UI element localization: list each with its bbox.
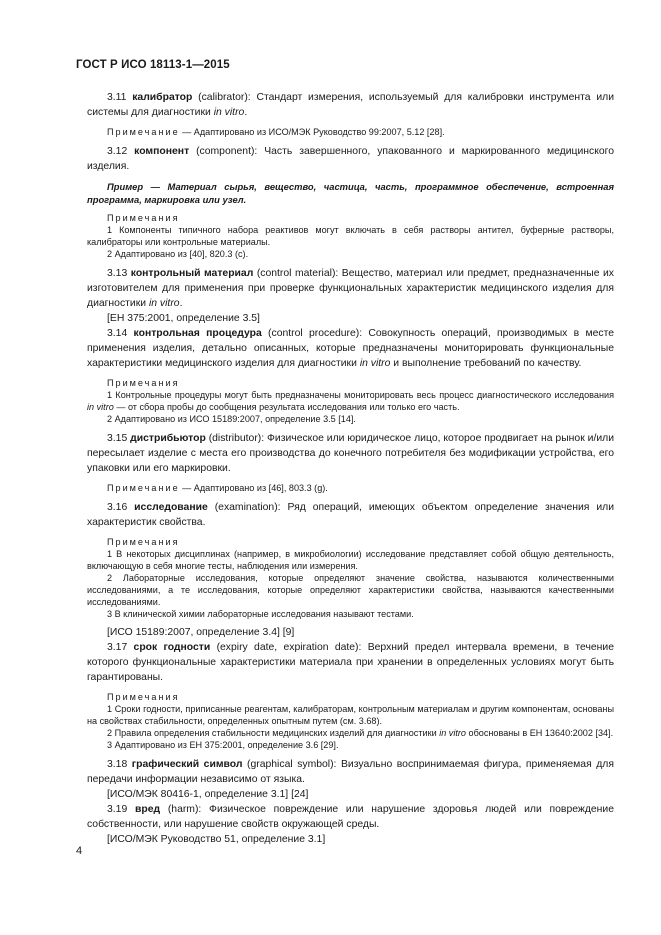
reference-3-16: [ИСО 15189:2007, определение 3.4] [9] xyxy=(107,627,295,638)
note-item: 1 Сроки годности, приписанные реагентам, калибраторам, контрольным материалам и другим компонентам, основаны на свойствах стабильности, определенных опытным путем (см. 3.68). xyxy=(87,704,614,726)
term-3-16: 3.16 исследование (examination): Ряд операций, имеющих объектом определение значения или характеристик свойства. xyxy=(87,502,614,528)
term-3-12: 3.12 компонент (component): Часть завершенного, упакованного и маркированного медицинского изделия. xyxy=(87,146,615,172)
term-title: исследование xyxy=(134,502,208,513)
term-3-11: 3.11 калибратор (calibrator): Стандарт измерения, используемый для калибровки инструмента или системы для диагностики in vitro. xyxy=(87,92,615,118)
term-title: вред xyxy=(134,804,161,815)
page-content xyxy=(87,90,614,847)
term-title: контрольная процедура xyxy=(133,328,262,339)
notes-heading: Примечания xyxy=(107,378,180,388)
note-3-15: Примечание — Адаптировано из [46], 803.3 (g). xyxy=(107,483,328,493)
note-item: 1 Компоненты типичного набора реактивов могут включать в себя растворы антител, буферные растворы, калибраторы или контрольные материалы. xyxy=(87,225,614,247)
reference-3-18: [ИСО/МЭК 80416-1, определение 3.1] [24] xyxy=(107,789,309,800)
note-item: 2 Лабораторные исследования, которые определяют значение свойства, называются количественными исследованиями, а те исследования, которые определяют характеристики свойства, называются качественными исследованиями. xyxy=(87,573,614,607)
term-3-17: 3.17 срок годности (expiry date, expiration date): Верхний предел интервала времени, в течение которого функциональные характеристики материала при хранении в определенных условиях могут быть гарантированы. xyxy=(87,642,614,683)
note-item: 2 Адаптировано из [40], 820.3 (с). xyxy=(107,249,249,259)
term-title: графический символ xyxy=(131,759,243,770)
note-item: 1 В некоторых дисциплинах (например, в микробиологии) исследование представляет собой общую деятельность, включающую в себя многие тесты, наблюдения или измерения. xyxy=(87,549,614,571)
term-3-13: 3.13 контрольный материал (control material): Вещество, материал или предмет, предназначенные их изготовителем для применения при проверке функциональных характеристик медицинского изделия для диагностики in vitro. xyxy=(87,268,614,309)
example-3-12: Пример — Материал сырья, вещество, частица, часть, программное обеспечение, встроенная программа, маркировка или узел. xyxy=(87,181,614,205)
note-item: 3 Адаптировано из ЕН 375:2001, определение 3.6 [29]. xyxy=(107,740,339,750)
note-item: 1 Контрольные процедуры могут быть предназначены мониторировать весь процесс диагностического исследования in vitro — от сбора пробы до сообщения результата исследования или только его часть. xyxy=(87,390,614,412)
page-number: 4 xyxy=(76,845,83,857)
term-title: дистрибьютор xyxy=(130,433,206,444)
document-header: ГОСТ Р ИСО 18113-1—2015 xyxy=(76,59,230,71)
note-item: 2 Правила определения стабильности медицинских изделий для диагностики in vitro обоснованы в ЕН 13640:2002 [34]. xyxy=(107,728,614,738)
reference-3-13: [ЕН 375:2001, определение 3.5] xyxy=(107,313,260,324)
note-item: 2 Адаптировано из ИСО 15189:2007, определение 3.5 [14]. xyxy=(107,414,356,424)
term-title: калибратор xyxy=(132,92,193,103)
term-title: срок годности xyxy=(133,642,211,653)
reference-3-19: [ИСО/МЭК Руководство 51, определение 3.1] xyxy=(107,834,326,845)
term-title: компонент xyxy=(134,146,190,157)
notes-heading: Примечания xyxy=(107,537,180,547)
note-item: 3 В клинической химии лабораторные исследования называют тестами. xyxy=(107,609,414,619)
term-title: контрольный материал xyxy=(130,268,254,279)
term-3-18: 3.18 графический символ (graphical symbol): Визуально воспринимаемая фигура, применяемая для передачи информации независимо от языка. xyxy=(87,759,615,785)
term-3-14: 3.14 контрольная процедура (control procedure): Совокупность операций, производимых в месте применения изделия, детально описанных, которые предназначены мониторировать функциональные характеристики медицинского изделия для диагностики in vitro и выполнение требований по качеству. xyxy=(87,328,614,369)
term-3-19: 3.19 вред (harm): Физическое повреждение или нарушение здоровья людей или повреждение собственности, или нарушение свойств окружающей среды. xyxy=(87,804,614,830)
term-3-15: 3.15 дистрибьютор (distributor): Физическое или юридическое лицо, которое продвигает на рынок и/или пересылает изделие с места его производства до конечного потребителя без модификации устройства, его упаковки или его маркировки. xyxy=(87,433,614,474)
note-3-11: Примечание — Адаптировано из ИСО/МЭК Руководство 99:2007, 5.12 [28]. xyxy=(107,127,445,137)
notes-heading: Примечания xyxy=(107,692,180,702)
notes-heading: Примечания xyxy=(107,213,180,223)
